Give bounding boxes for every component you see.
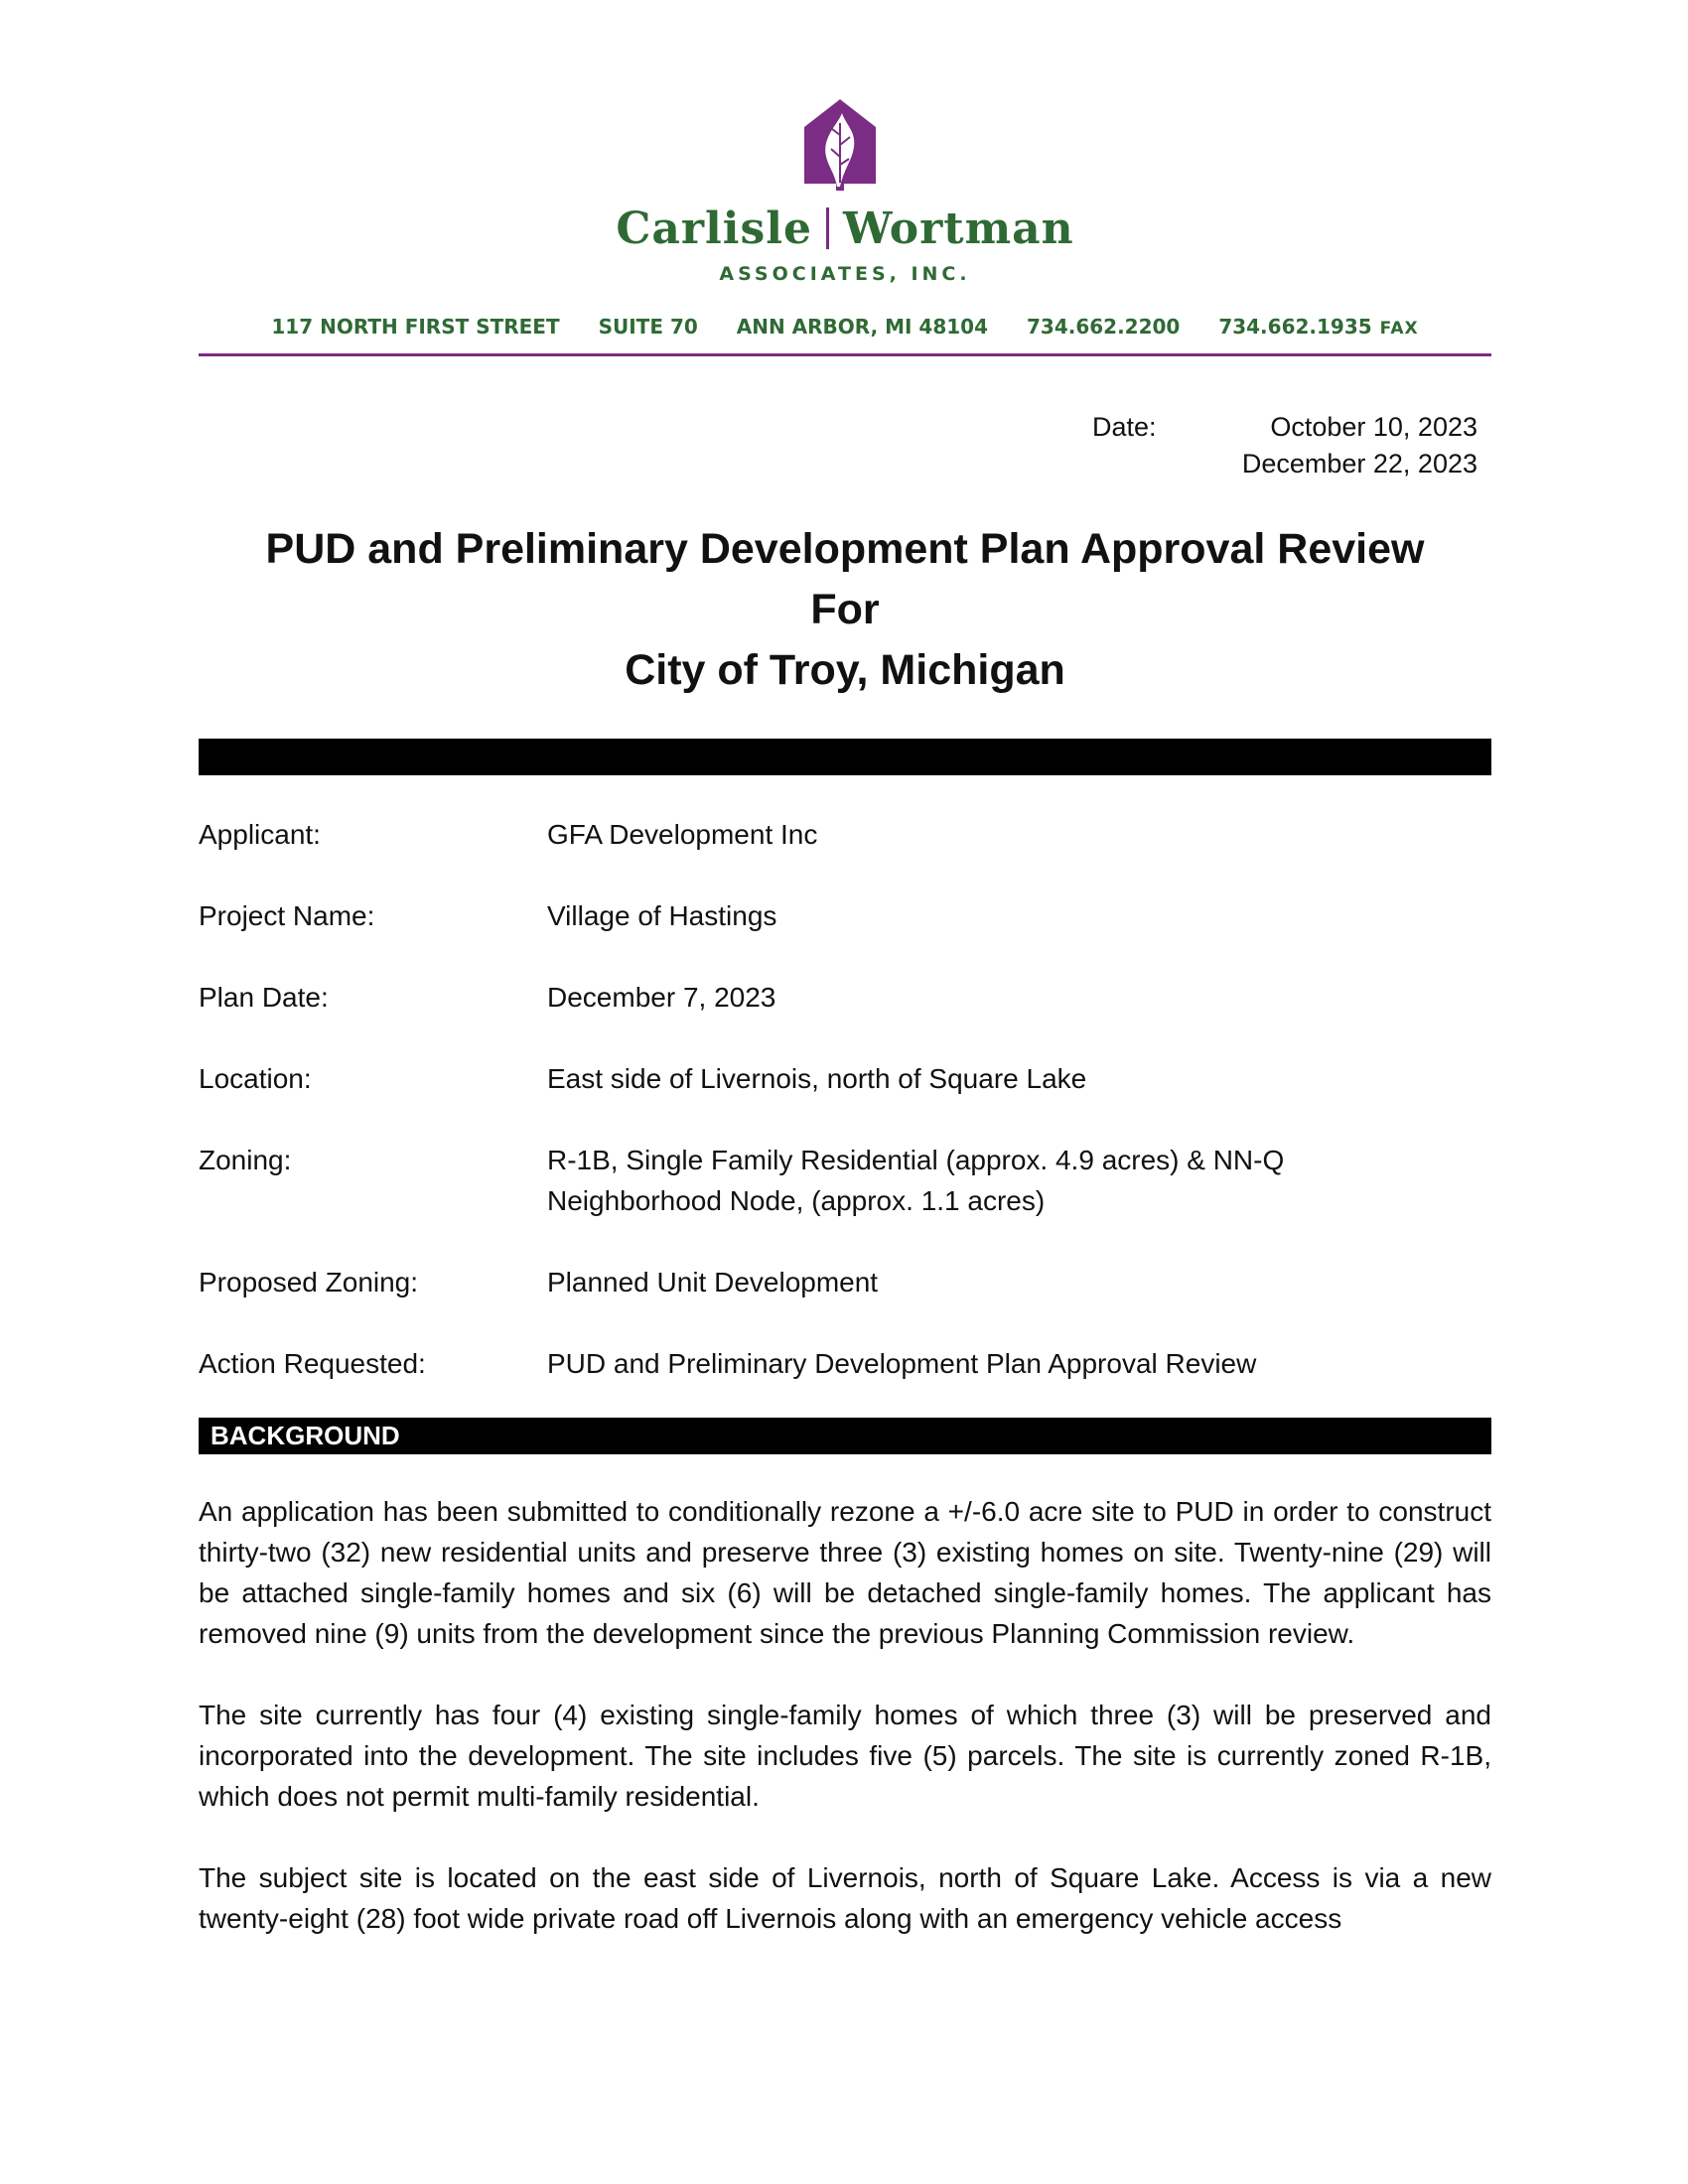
house-leaf-icon xyxy=(804,99,876,191)
zoning-line-2: Neighborhood Node, (approx. 1.1 acres) xyxy=(547,1185,1046,1216)
info-row-plan-date xyxy=(199,977,1491,1018)
info-row-applicant xyxy=(199,814,1491,855)
letterhead xyxy=(199,94,1491,357)
document-title xyxy=(199,519,1491,701)
company-name-left: Carlisle xyxy=(616,204,812,254)
info-label: Location: xyxy=(199,1063,312,1094)
date-label: Date: xyxy=(1092,412,1157,442)
city-state-zip: ANN ARBOR, MI 48104 xyxy=(736,315,989,339)
info-row-project-name xyxy=(199,895,1491,936)
phone-number: 734.662.2200 xyxy=(1026,315,1181,339)
info-label: Action Requested: xyxy=(199,1348,426,1379)
title-line-3: City of Troy, Michigan xyxy=(625,646,1065,694)
fax-number: 734.662.1935 xyxy=(1218,315,1372,339)
date-values xyxy=(1242,409,1477,482)
info-value: Village of Hastings xyxy=(547,900,777,931)
contact-line xyxy=(199,315,1491,339)
company-subtitle: ASSOCIATES, INC. xyxy=(719,263,971,285)
background-body xyxy=(199,1491,1491,1979)
date-value-1: October 10, 2023 xyxy=(1270,412,1477,442)
info-value xyxy=(547,1140,1491,1221)
header-divider xyxy=(199,353,1491,356)
title-line-2: For xyxy=(810,586,880,633)
street-address: 117 NORTH FIRST STREET xyxy=(271,315,560,339)
info-label: Applicant: xyxy=(199,819,321,850)
zoning-line-1: R-1B, Single Family Residential (approx. 4.9 acres) & NN-Q xyxy=(547,1145,1285,1175)
info-label: Proposed Zoning: xyxy=(199,1267,419,1297)
paragraph: An application has been submitted to conditionally rezone a +/-6.0 acre site to PUD in order to construct thirty-two (32) new residential units and preserve three (3) existing homes on site. Twenty-nine (29) will be attached single-family homes and six (6) will be detached single-family homes. The applicant has removed nine (9) units from the development since the previous Planning Commission review. xyxy=(199,1496,1491,1649)
info-label: Zoning: xyxy=(199,1145,292,1175)
paragraph: The site currently has four (4) existing single-family homes of which three (3) will be preserved and incorporated into the development. The site includes five (5) parcels. The site is currently zoned R-1B, which does not permit multi-family residential. xyxy=(199,1700,1491,1812)
company-name xyxy=(199,204,1491,254)
background-heading: BACKGROUND xyxy=(199,1418,1491,1454)
info-row-proposed-zoning xyxy=(199,1262,1491,1302)
info-value: PUD and Preliminary Development Plan Approval Review xyxy=(547,1348,1257,1379)
info-value: GFA Development Inc xyxy=(547,819,818,850)
info-label: Plan Date: xyxy=(199,982,329,1013)
suite: SUITE 70 xyxy=(598,315,698,339)
name-separator xyxy=(826,207,829,249)
info-value: Planned Unit Development xyxy=(547,1267,879,1297)
info-row-location xyxy=(199,1058,1491,1099)
info-row-zoning xyxy=(199,1140,1491,1221)
title-line-1: PUD and Preliminary Development Plan Approval Review xyxy=(265,525,1425,573)
info-row-action-requested xyxy=(199,1343,1491,1384)
info-value: December 7, 2023 xyxy=(547,982,776,1013)
date-value-2: December 22, 2023 xyxy=(1241,449,1477,478)
company-name-right: Wortman xyxy=(842,204,1074,254)
section-divider-bar xyxy=(199,739,1491,775)
info-label: Project Name: xyxy=(199,900,375,931)
fax-label: FAX xyxy=(1379,319,1419,339)
project-info-table xyxy=(199,814,1491,1425)
info-value: East side of Livernois, north of Square Lake xyxy=(547,1063,1087,1094)
paragraph: The subject site is located on the east side of Livernois, north of Square Lake. Access is via a new twenty-eight (28) foot wide private road off Livernois along with an emergency vehicle access xyxy=(199,1862,1491,1934)
